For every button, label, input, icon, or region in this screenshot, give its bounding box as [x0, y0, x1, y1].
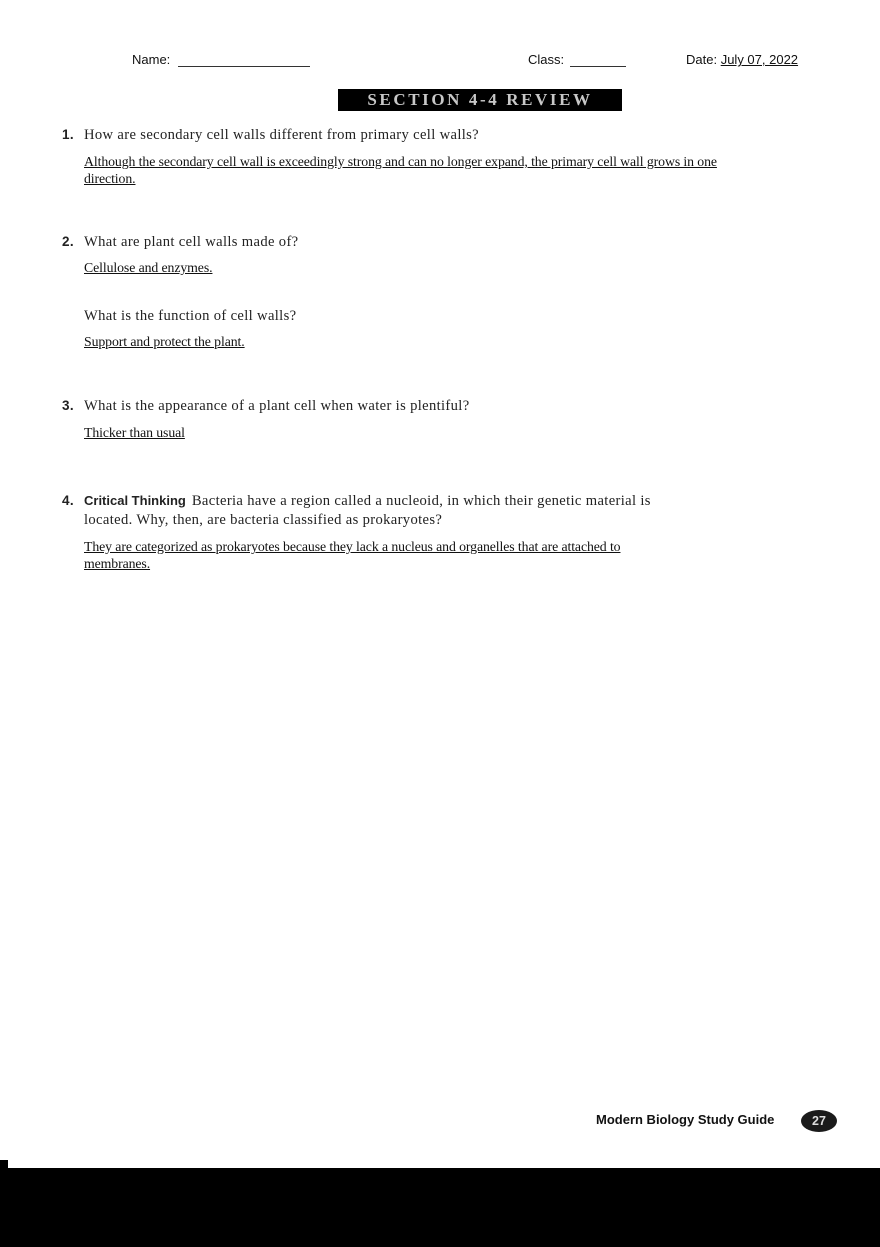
date-label: Date:	[686, 52, 718, 67]
answer-4[interactable]	[84, 538, 620, 572]
answer-line: They are categorized as prokaryotes because they lack a nucleus and organelles that are attached to	[84, 539, 621, 554]
answer-2[interactable]: Cellulose and enzymes.	[84, 260, 213, 275]
class-field[interactable]	[528, 52, 626, 67]
answer-line: Although the secondary cell wall is exceedingly strong and can no longer expand, the primary cell wall grows in one	[84, 154, 717, 169]
answer-3[interactable]: Thicker than usual	[84, 425, 185, 440]
question-text: What is the appearance of a plant cell when water is plentiful?	[84, 398, 470, 414]
corner-mark	[0, 1160, 8, 1168]
answer-1[interactable]	[84, 153, 717, 187]
answer-2-sub[interactable]: Support and protect the plant.	[84, 334, 245, 349]
bottom-black-bar	[0, 1168, 880, 1247]
question-text-line	[84, 493, 651, 510]
question-text: Bacteria have a region called a nucleoid, in which their genetic material is	[191, 493, 651, 509]
date-value[interactable]: July 07, 2022	[720, 52, 799, 67]
name-label: Name:	[132, 52, 171, 67]
question-number: 4.	[62, 493, 74, 508]
question-number: 2.	[62, 234, 74, 249]
question-number: 3.	[62, 398, 74, 413]
question-text: What is the function of cell walls?	[84, 308, 297, 324]
name-field[interactable]	[132, 52, 310, 67]
answer-line: direction.	[84, 171, 136, 186]
question-number: 1.	[62, 127, 74, 142]
date-field[interactable]	[686, 52, 798, 67]
class-blank[interactable]	[570, 52, 626, 67]
name-blank[interactable]	[178, 52, 310, 67]
critical-thinking-label: Critical Thinking	[84, 493, 186, 508]
question-text: located. Why, then, are bacteria classified as prokaryotes?	[84, 512, 443, 528]
page-number-badge: 27	[801, 1110, 837, 1132]
question-text: How are secondary cell walls different from primary cell walls?	[84, 127, 479, 143]
footer-title: Modern Biology Study Guide	[596, 1112, 775, 1127]
answer-line: membranes.	[84, 556, 151, 571]
section-title: SECTION 4-4 REVIEW	[338, 89, 622, 111]
class-label: Class:	[528, 52, 565, 67]
question-text: What are plant cell walls made of?	[84, 234, 299, 250]
